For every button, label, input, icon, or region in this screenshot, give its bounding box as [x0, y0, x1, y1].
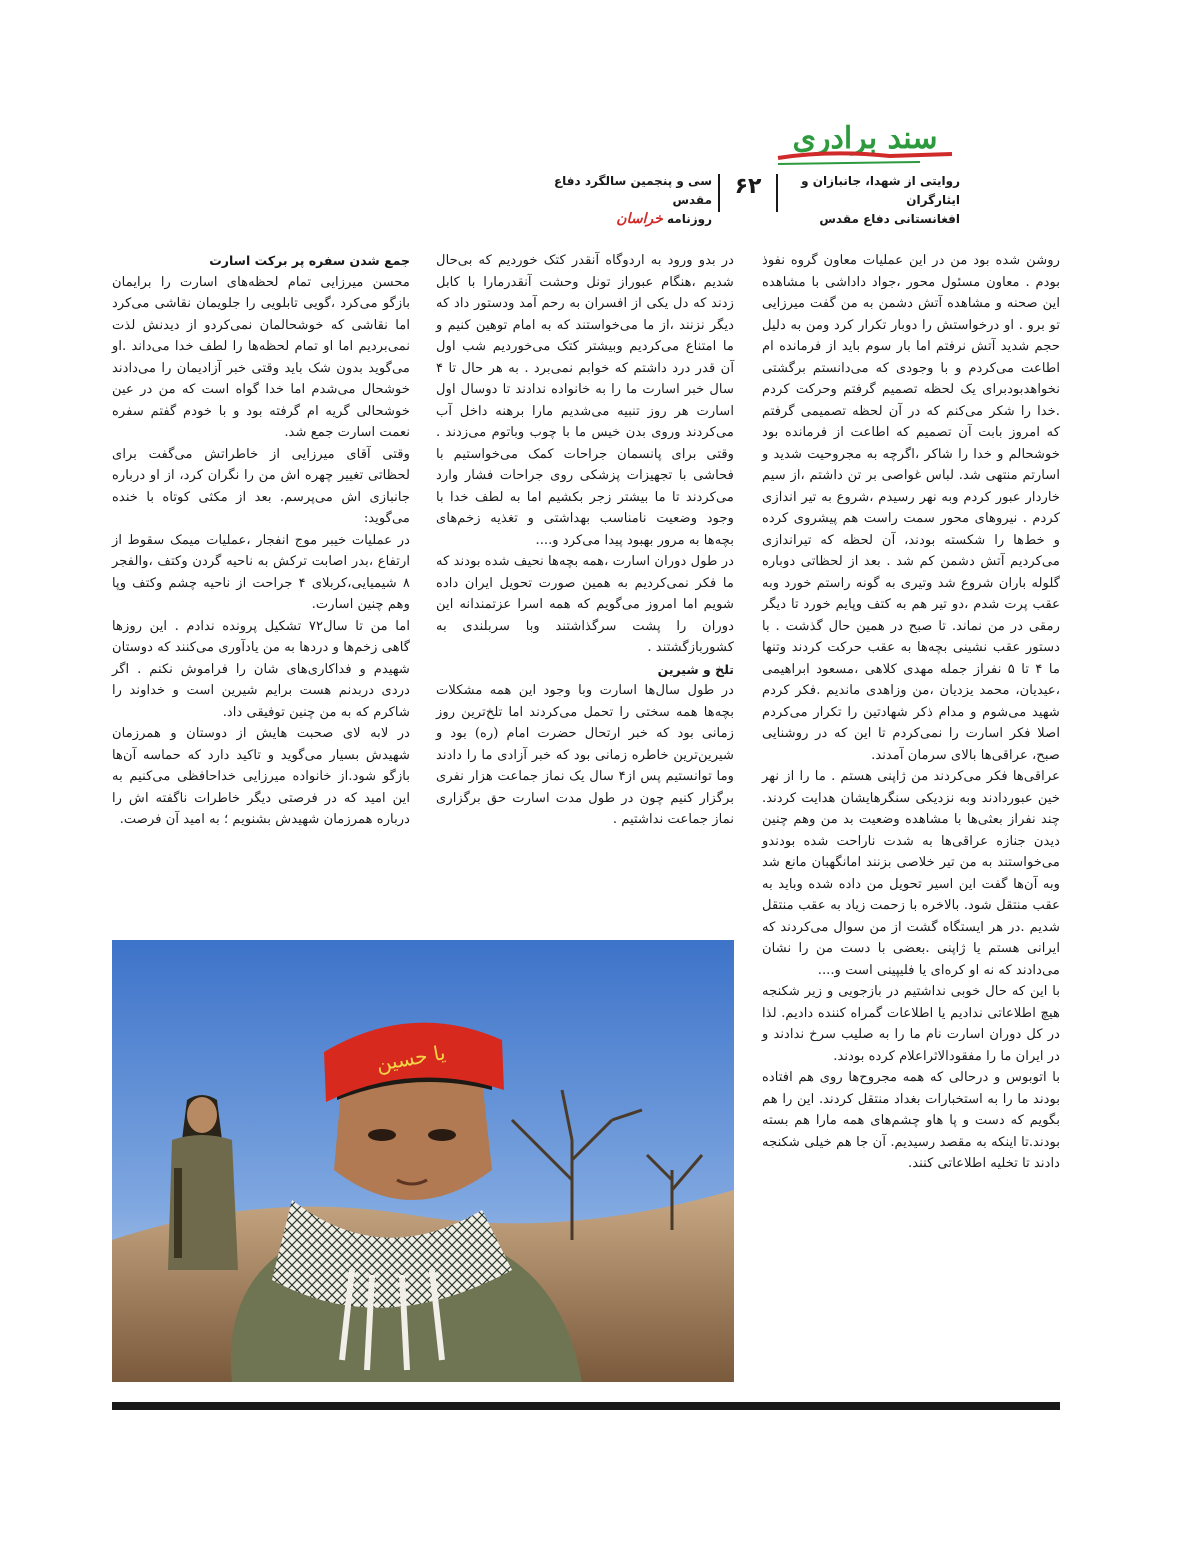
- divider-left: [718, 174, 720, 212]
- newspaper-label: روزنامه: [667, 212, 712, 226]
- paragraph: در طول دوران اسارت ،همه بچه‌ها نحیف شده بودند که ما فکر نمی‌کردیم به همین صورت تحویل ایران داده شویم اما امروز می‌گویم که همه اسرا عزتمندانه این دوران را پشت سرگذاشتند وبا سربلندی به کشوربازگشتند .: [436, 554, 734, 655]
- page-number-box: [718, 174, 778, 199]
- newspaper-name: خراسان: [616, 211, 663, 227]
- paragraph: اما من تا سال۷۲ تشکیل پرونده ندادم . این روزها گاهی زخم‌ها و دردها به من یادآوری می‌کنند که دوستان شهیدم و فداکاری‌های شان را فراموش نکنم . اگر دردی دربدنم هست برایم شیرین است و خداوند را شاکرم که به من چنین توفیقی داد.: [112, 618, 410, 720]
- paragraph: در عملیات خیبر موج انفجار ،عملیات میمک سقوط از ارتفاع ،بدر اصابت ترکش به ناحیه گردن وکتف ،والفجر ۸ شیمیایی،کربلای ۴ جراحت از ناحیه چشم وکتف وپا وهم چنین اسارت.: [112, 532, 410, 612]
- footer-rule: [112, 1402, 1060, 1410]
- publication-info: [540, 172, 712, 229]
- paragraph: روشن شده بود من در این عملیات معاون گروه نفوذ بودم . معاون مسئول محور ،جواد داداشی با مشاهده این صحنه و مشاهده آتش دشمن به من گفت میرزایی تو برو . او درخواستش را دوبار تکرار کرد ومن به دلیل حجم شدید آتش نرفتم اما بار سوم باید از فرمانده ام اطاعت می‌کردم و با وجودی که می‌دانستم برگشتی نخواهدبودبرای یک لحظه تصمیم گرفتم وحرکت کردم .خدا را شکر می‌کنم که در آن لحظه تصمیمی گرفتم که امروز بابت آن تصمیم که اطاعت از فرمانده بود خوشحالم و خدا را شاکر ،اگرچه به مجروحیت شدید و اسارتم منتهی شد. لباس غواصی بر تن داشتم ،از سیم خاردار عبور کردم وبه نهر رسیدم ،شروع به تیر اندازی کردم . نیروهای محور سمت راست هم پیشروی کرده و خط‌ها را شکسته بودند، آن لحظه که تیراندازی می‌کردیم آتش دشمن کم شد . بعد از لحظاتی دوباره گلوله باران شروع شد وتیری به گونه راستم خورد وبه عقب پرت شدم ،دو تیر هم به کتف وپایم خورد تا دیگر رمقی در من نماند. تا صبح در همین حال گذشت . با دستور عقب نشینی بچه‌ها به عقب حرکت کردند وتنها ما ۴ تا ۵ نفراز جمله مهدی کلاهی ،مسعود ابراهیمی ،عیدیان، محمد یزدیان ،من وزاهدی ماندیم .فکر کردم شهید می‌شوم و مدام ذکر شهادتین را تکرار می‌کردم اصلا فکر اسارت را نمی‌کردم تا این که در روشنایی صبح، عراقی‌ها بالای سرمان آمدند.: [762, 253, 1061, 763]
- anniversary-line: سی و پنجمین سالگرد دفاع مقدس: [553, 174, 712, 207]
- section-heading: جمع شدن سفره پر برکت اسارت: [209, 253, 410, 268]
- logo-red-stroke: [778, 153, 952, 158]
- newspaper-line: [540, 210, 712, 229]
- paragraph: در لابه لای صحبت هایش از دوستان و همرزمان شهیدش بسیار می‌گوید و تاکید دارد که حماسه آن‌ها بازگو شود.از خانواده میرزایی خداحافظی می‌کنیم به این امید که در فرصتی دیگر خاطرات ناگفته اش را درباره همرزمان شهیدش بشنویم ؛ به امید آن فرصت.: [112, 726, 410, 827]
- paragraph: عراقی‌ها فکر می‌کردند من ژاپنی هستم . ما را از نهر خین عبوردادند وبه نزدیکی سنگرهایشان هدایت کردند. چند نفراز بعثی‌ها با مشاهده وضعیت بد من وهم چنین دیدن جنازه عراقی‌ها به شدت ناراحت شده بودندو می‌خواستند به من تیر خلاصی بزنند امانگهبان مانع شد وبه آن‌ها گفت این اسیر تحویل من داده شده وباید به عقب منتقل شود. بالاخره با زحمت زیاد به عقب منتقل شدیم .در هر ایستگاه گشت از من سوال می‌کردند که ایرانی هستم یا ژاپنی .بعضی با دست من را نشان می‌دادند که نه او کره‌ای یا فلیپینی است و....: [762, 769, 1060, 978]
- paragraph: با این که حال خوبی نداشتیم در بازجویی و زیر شکنجه هیچ اطلاعاتی ندادیم یا اطلاعات گمراه کننده دادیم. لذا در کل دوران اسارت نام ما را به صلیب سرخ ندادند و در ایران ما را مفقودالاثراعلام کرده بودند.: [762, 984, 1060, 1064]
- logo-graphic: [770, 118, 960, 166]
- article-photo: [112, 940, 734, 1382]
- divider-right: [776, 174, 778, 212]
- paragraph: در طول سال‌ها اسارت وبا وجود این همه مشکلات بچه‌ها همه سختی را تحمل می‌کردند اما تلخ‌ترین روز زمانی بود که خبر ارتحال حضرت امام (ره) بود و شیرین‌ترین خاطره زمانی بود که خبر آزادی ما را دادند وما توانستیم پس از۴ سال یک نماز جماعت هزار نفری برگزار کنیم چون در طول مدت اسارت حق برگزاری نماز جماعت نداشتیم .: [436, 683, 734, 827]
- photo-illustration: [112, 940, 734, 1382]
- paragraph: محسن میرزایی تمام لحظه‌های اسارت را برایمان بازگو می‌کرد ،گویی تابلویی را جلویمان نقاشی می‌کرد اما نقاشی که خوشحالمان نمی‌کردو از دیدنش لذت نمی‌بردیم اما او تمام لحظه‌ها را لطف خدا می‌داند .او می‌گوید بدون شک باید وقتی خبر آزادیمان را می‌دادند خوشحال می‌شدم اما خدا گواه است که من در عین خوشحالی گریه ام گرفته بود و با خودم گفتم سفره نعمت اسارت جمع شد.: [112, 274, 410, 440]
- paragraph: در بدو ورود به اردوگاه آنقدر کتک خوردیم که بی‌حال شدیم ،هنگام عبوراز تونل وحشت آنقدرمارا با کابل زدند که دل یکی از افسران به رحم آمد ودستور داد که دیگر نزنند ،از ما می‌خواستند که به امام توهین کنیم و ما امتناع می‌کردیم وبیشتر کتک می‌خوردیم شب اول آن قدر درد داشتم که خوابم نمی‌برد . به هر حال تا ۴ سال خبر اسارت ما را به خانواده ندادند تا دوسال اول اسارت هر روز تنبیه می‌شدیم مارا برهنه داخل آب می‌کردند وروی بدن خیس ما با چوب وباتوم می‌زدند . وقتی برای پانسمان جراحات کمک می‌خواستیم با فحاشی با تجهیزات پزشکی روی جراحات فشار وارد می‌کردند تا ما بیشتر زجر بکشیم اما به لطف خدا با وجود وضعیت نامناسب بهداشتی و تغذیه زخم‌های بچه‌ها به مرور بهبود پیدا می‌کرد و....: [436, 253, 734, 548]
- subtitle-line2: افغانستانی دفاع مقدس: [819, 212, 960, 226]
- section-heading: تلخ و شیرین: [657, 661, 734, 677]
- magazine-logo: [770, 118, 960, 166]
- paragraph: وقتی آقای میرزایی از خاطراتش می‌گفت برای لحظاتی تغییر چهره اش من را نگران کرد، از او درباره جانبازی اش می‌پرسم. بعد از مکثی کوتاه با خنده می‌گوید:: [112, 446, 410, 526]
- article-column-3: [112, 250, 410, 920]
- headband-text: یا حسین: [374, 1040, 448, 1076]
- subtitle-line1: روایتی از شهدا، جانبازان و ایثارگران: [801, 174, 960, 207]
- page-header: [540, 118, 960, 227]
- series-subtitle: [790, 172, 960, 229]
- article-column-2: [436, 250, 734, 920]
- logo-text: سند برادری: [792, 121, 938, 156]
- paragraph: با اتوبوس و درحالی که همه مجروح‌ها روی هم افتاده بودند ما را به استخبارات بغداد منتقل کردند. این را هم بگویم که دست و پا هاو چشم‌های همه مارا هم بسته بودند.تا اینکه به مقصد رسیدیم. آن جا هم خیلی شکنجه دادند تا تخلیه اطلاعاتی کنند.: [762, 1070, 1060, 1171]
- page-number: ۶۲: [734, 174, 762, 199]
- article-column-1: [762, 250, 1060, 1390]
- logo-green-stroke: [778, 162, 920, 164]
